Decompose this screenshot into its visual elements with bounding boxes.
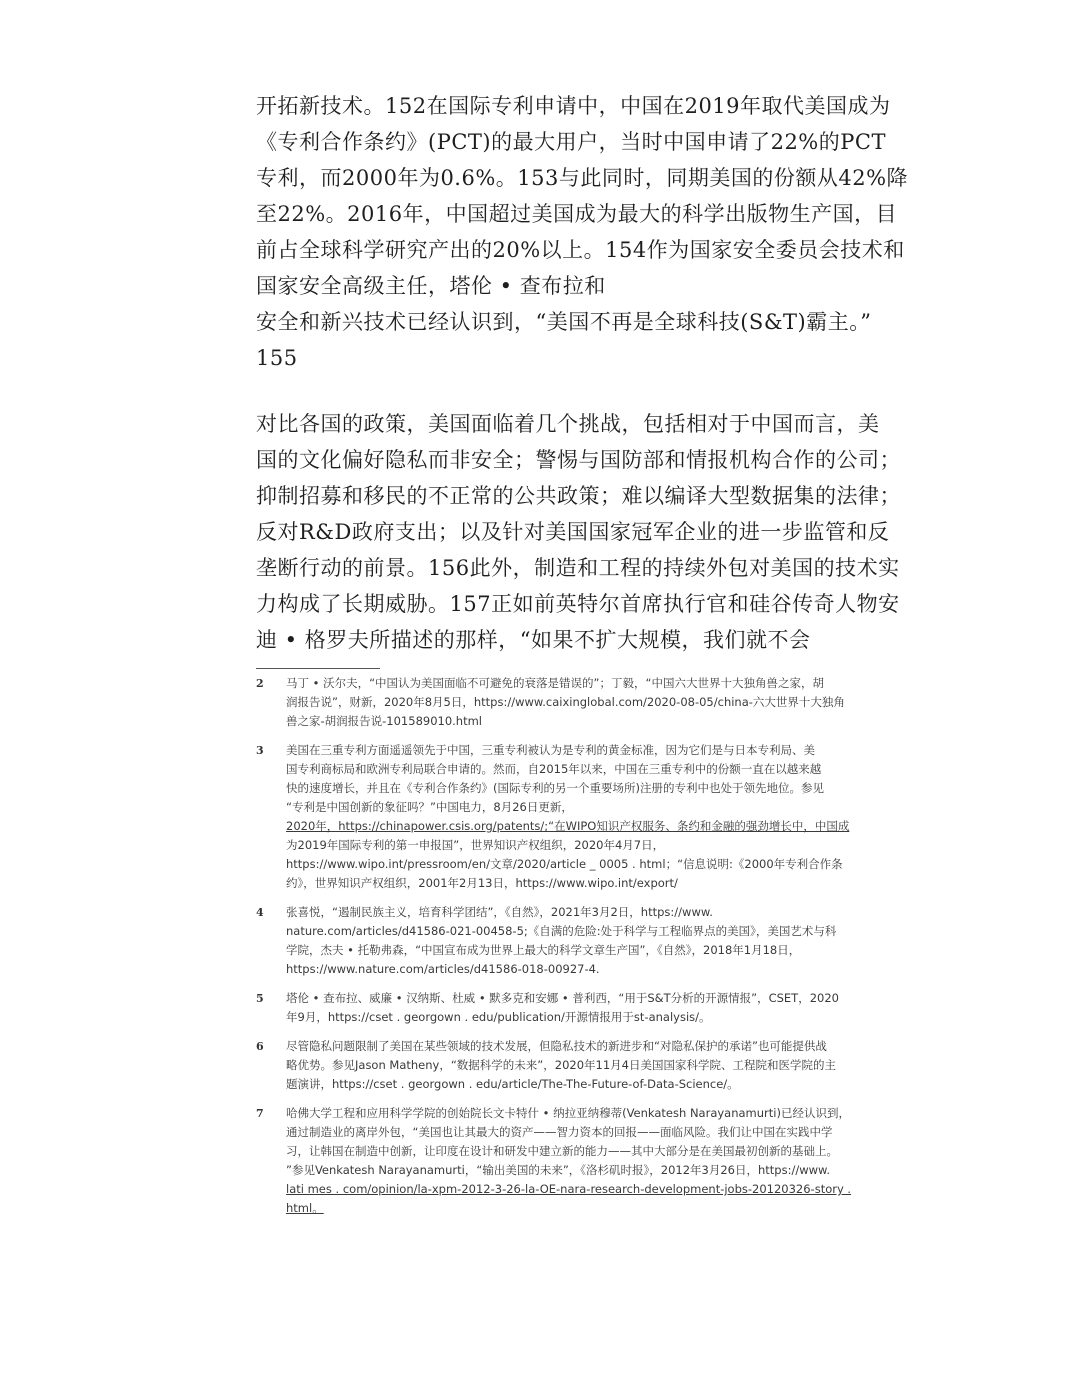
footnote-line: 通过制造业的离岸外包，“美国也让其最大的资产——智力资本的回报——面临风险。我们让中国在实践中学: [286, 1125, 833, 1139]
footnote-line: 张喜悦，“遏制民族主义，培育科学团结”，《自然》，2021年3月2日，https://www.: [286, 905, 713, 919]
footnote-line: 约》，世界知识产权组织，2001年2月13日，https://www.wipo.int/export/: [286, 876, 678, 890]
text-line: 对比各国的政策，美国面临着几个挑战，包括相对于中国而言，美: [256, 412, 880, 436]
footnote-line: nature.com/articles/d41586-021-00458-5;《自满的危险:处于科学与工程临界点的美国》，美国艺术与科: [286, 924, 837, 938]
text-line: 国家安全高级主任，塔伦 • 查布拉和: [256, 274, 606, 298]
text-line: 国的文化偏好隐私而非安全；警惕与国防部和情报机构合作的公司；: [256, 448, 901, 472]
footnote-line: 塔伦 • 查布拉、威廉 • 汉纳斯、杜威 • 默多克和安娜 • 普利西，“用于S&T分析的开源情报”，CSET，2020: [286, 991, 839, 1005]
footnote: [256, 989, 896, 1027]
footnote-line: 年9月，https://cset . georgown . edu/publication/开源情报用于st-analysis/。: [286, 1010, 711, 1024]
text-line: 安全和新兴技术已经认识到，“美国不再是全球科技(S&T)霸主。”: [256, 310, 872, 334]
text-line: 垄断行动的前景。156此外，制造和工程的持续外包对美国的技术实: [256, 556, 900, 580]
footnote-line: 习，让韩国在制造中创新，让印度在设计和研发中建立新的能力——其中大部分是在美国最初创新的基础上。: [286, 1144, 838, 1158]
footnote: [256, 903, 896, 979]
footnote-line: 学院，杰夫 • 托勒弗森，“中国宣布成为世界上最大的科学文章生产国”，《自然》，2018年1月18日，: [286, 943, 801, 957]
body-text: [256, 88, 916, 658]
footnote-number: 4: [256, 906, 264, 919]
footnote-line: 尽管隐私问题限制了美国在某些领域的技术发展，但隐私技术的新进步和“对隐私保护的承诺”也可能提供战: [286, 1039, 827, 1053]
paragraph-1: [256, 88, 916, 376]
text-line: 迪 • 格罗夫所描述的那样，“如果不扩大规模，我们就不会: [256, 628, 811, 652]
footnote: [256, 1104, 896, 1218]
footnote-number: 5: [256, 992, 264, 1005]
text-line: 力构成了长期威胁。157正如前英特尔首席执行官和硅谷传奇人物安: [256, 592, 900, 616]
footnote-line: ”参见Venkatesh Narayanamurti，“输出美国的未来”，《洛杉矶时报》，2012年3月26日，https://www.: [286, 1163, 831, 1177]
footnote-number: 3: [256, 744, 264, 757]
footnote-number: 7: [256, 1107, 264, 1120]
footnote-line: 兽之家-胡润报告说-101589010.html: [286, 714, 482, 728]
text-line: 抑制招募和移民的不正常的公共政策；难以编译大型数据集的法律；: [256, 484, 901, 508]
text-line: 开拓新技术。152在国际专利申请中，中国在2019年取代美国成为: [256, 94, 891, 118]
text-line: 专利，而2000年为0.6%。153与此同时，同期美国的份额从42%降: [256, 166, 909, 190]
footnote-link-line[interactable]: 2020年，https://chinapower.csis.org/patents/;“在WIPO知识产权服务、条约和金融的强劲增长中，中国成: [286, 819, 850, 833]
footnote-line: 题演讲，https://cset . georgown . edu/article/The-The-Future-of-Data-Science/。: [286, 1077, 739, 1091]
footnote-line: 国专利商标局和欧洲专利局联合申请的。然而，自2015年以来，中国在三重专利中的份额一直在以越来越: [286, 762, 822, 776]
text-line: 前占全球科学研究产出的20%以上。154作为国家安全委员会技术和: [256, 238, 905, 262]
text-line: 《专利合作条约》(PCT)的最大用户，当时中国申请了22%的PCT: [256, 130, 886, 154]
paragraph-2: [256, 406, 916, 658]
footnote-line: 美国在三重专利方面遥遥领先于中国，三重专利被认为是专利的黄金标准，因为它们是与日本专利局、美: [286, 743, 815, 757]
paragraph-gap: [256, 376, 916, 406]
text-line: 至22%。2016年，中国超过美国成为最大的科学出版物生产国，目: [256, 202, 898, 226]
footnote-link-line[interactable]: html。: [286, 1201, 324, 1215]
footnote-line: 快的速度增长，并且在《专利合作条约》(国际专利的另一个重要场所)注册的专利中也处于领先地位。参见: [286, 781, 824, 795]
footnote-link-line[interactable]: lati mes . com/opinion/la-xpm-2012-3-26-la-OE-nara-research-development-jobs-20120326-story .: [286, 1182, 852, 1196]
footnote: [256, 741, 896, 893]
footnote-line: https://www.nature.com/articles/d41586-018-00927-4.: [286, 962, 600, 976]
footnote-number: 2: [256, 677, 264, 690]
footnote-line: 哈佛大学工程和应用科学学院的创始院长文卡特什 • 纳拉亚纳穆蒂(Venkatesh Narayanamurti)已经认识到，: [286, 1106, 850, 1120]
footnotes: [256, 668, 896, 1228]
text-line: 反对R&D政府支出；以及针对美国国家冠军企业的进一步监管和反: [256, 520, 890, 544]
footnote-line: 略优势。参见Jason Matheny，“数据科学的未来”，2020年11月4日美国国家科学院、工程院和医学院的主: [286, 1058, 836, 1072]
footnote-number: 6: [256, 1040, 264, 1053]
footnote: [256, 1037, 896, 1094]
footnote-line: 马丁 • 沃尔夫，“中国认为美国面临不可避免的衰落是错误的”；丁毅，“中国六大世界十大独角兽之家，胡: [286, 676, 824, 690]
text-line: 155: [256, 346, 298, 370]
footnote-line: 润报告说”，财新，2020年8月5日，https://www.caixinglobal.com/2020-08-05/china-六大世界十大独角: [286, 695, 845, 709]
footnote-line: “专利是中国创新的象征吗？”中国电力，8月26日更新，: [286, 800, 573, 814]
footnote-line: 为2019年国际专利的第一申报国”，世界知识产权组织，2020年4月7日，: [286, 838, 665, 852]
footnote-line: https://www.wipo.int/pressroom/en/文章/2020/article _ 0005 . html；“信息说明:《2000年专利合作条: [286, 857, 843, 871]
footnote: [256, 674, 896, 731]
